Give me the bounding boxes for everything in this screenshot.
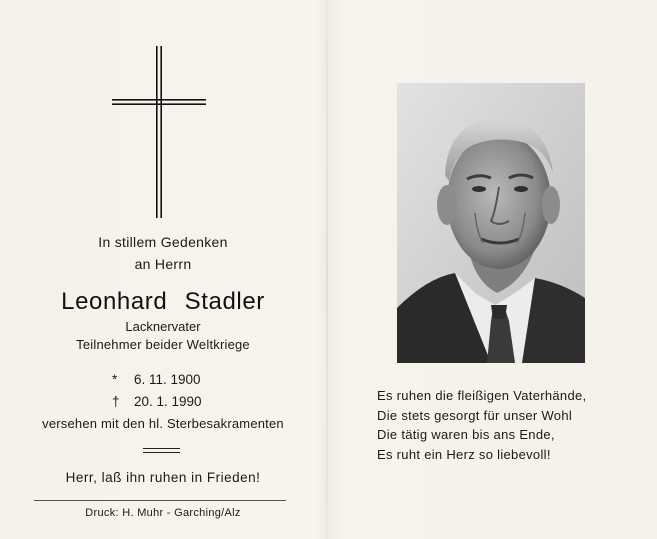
intro-line-2: an Herrn: [134, 256, 192, 272]
poem-line-3: Die tätig waren bis ans Ende,: [377, 427, 555, 442]
death-row: [112, 394, 202, 409]
poem-line-2: Die stets gesorgt für unser Wohl: [377, 407, 573, 423]
portrait-illustration: [397, 83, 585, 363]
birth-date: 6. 11. 1900: [134, 372, 201, 387]
double-rule-top: [143, 448, 180, 449]
prayer-line: Herr, laß ihn ruhen in Frieden!: [65, 470, 261, 485]
cross-icon: [112, 46, 206, 218]
death-symbol: †: [112, 394, 120, 409]
intro-line-1: In stillem Gedenken: [98, 234, 228, 250]
double-rule-bottom: [143, 452, 180, 453]
death-date: 20. 1. 1990: [134, 394, 202, 409]
left-panel: [0, 0, 326, 539]
printer-credit: Druck: H. Muhr - Garching/Alz: [85, 507, 241, 519]
birth-row: [112, 372, 201, 387]
right-panel: [328, 0, 657, 539]
birth-symbol: *: [112, 372, 118, 387]
subtitle-description: Teilnehmer beider Weltkriege: [76, 337, 250, 352]
deceased-name: Leonhard Stadler: [61, 288, 265, 315]
poem-line-4: Es ruht ein Herz so liebevoll!: [377, 446, 551, 462]
sacraments-line: versehen mit den hl. Sterbesakramenten: [42, 416, 284, 431]
poem-block: [377, 388, 586, 466]
poem-line-1: Es ruhen die fleißigen Vaterhände,: [377, 388, 587, 403]
subtitle-title: Lacknervater: [125, 319, 201, 334]
footer-divider: [34, 500, 286, 501]
portrait-photo: [397, 83, 585, 363]
